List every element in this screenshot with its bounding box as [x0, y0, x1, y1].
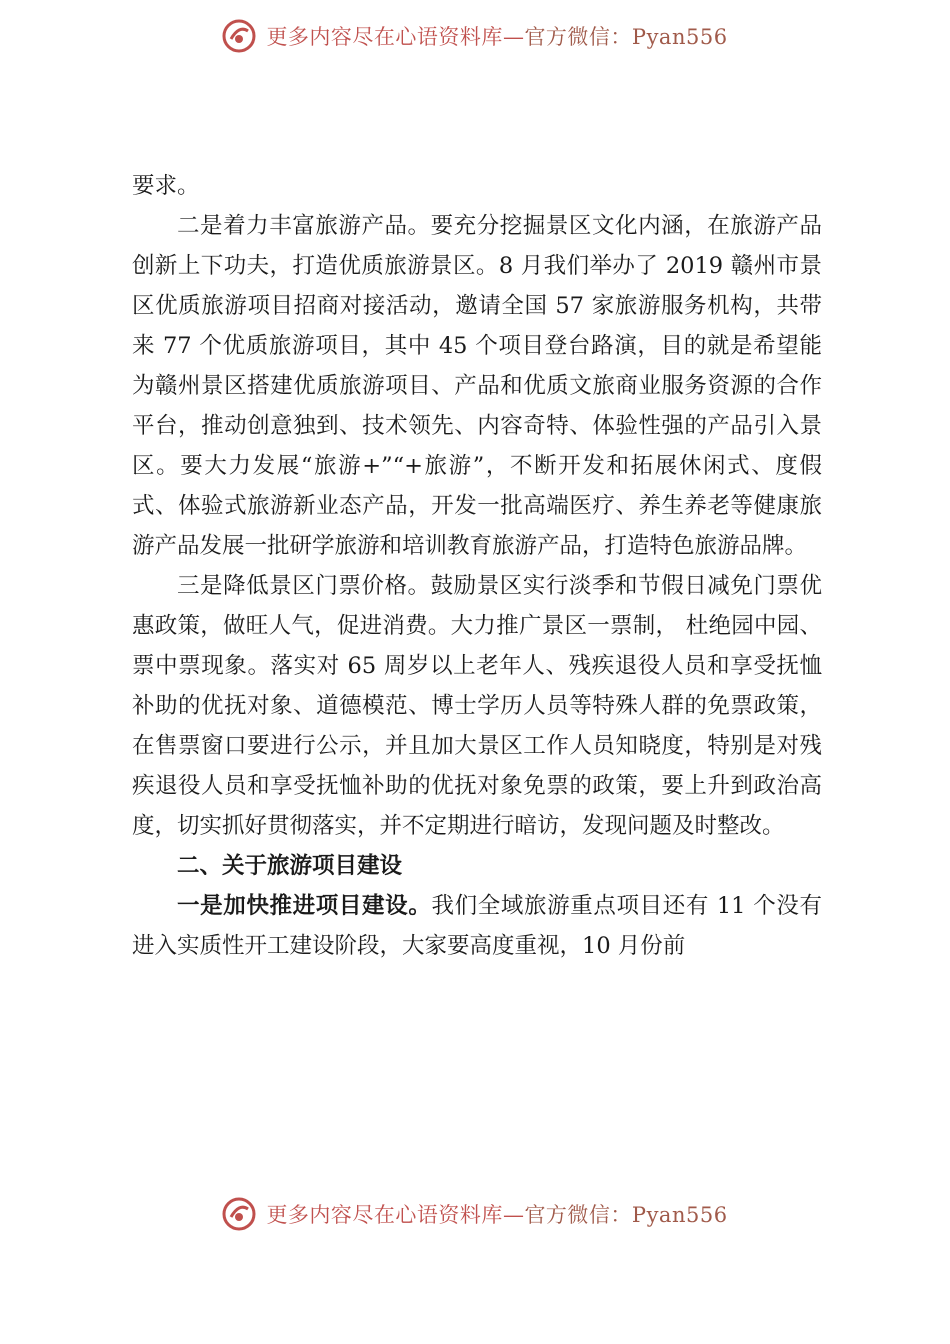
paragraph-rest: 我们全域旅游重点项目还有 11 个没有进入实质性开工建设阶段，大家要高度重视，10 月份前: [132, 893, 822, 959]
watermark-text: 更多内容尽在心语资料库—官方微信：Pyan556: [266, 1203, 728, 1227]
document-body: [132, 166, 822, 966]
paragraph-project-construction: [132, 886, 822, 966]
watermark-text: 更多内容尽在心语资料库—官方微信：Pyan556: [266, 25, 728, 49]
watermark-logo-icon: [222, 19, 256, 53]
paragraph-continuation: 要求。: [132, 173, 200, 199]
watermark-logo-icon: [222, 1197, 256, 1231]
footer-watermark-banner: [0, 1190, 950, 1238]
paragraph-ticket-prices: 三是降低景区门票价格。鼓励景区实行淡季和节假日减免门票优惠政策，做旺人气，促进消费。大力推广景区一票制， 杜绝园中园、票中票现象。落实对 65 周岁以上老年人、残疾退役人员和享受抚恤补助的优抚对象、道德模范、博士学历人员等特殊人群的免票政策，在售票窗口要进行公示，并且加大景区工作人员知晓度，特别是对残疾退役人员和享受抚恤补助的优抚对象免票的政策，要上升到政治高度，切实抓好贯彻落实，并不定期进行暗访，发现问题及时整改。: [132, 573, 822, 839]
paragraph-lead: 一是加快推进项目建设。: [177, 893, 432, 919]
section-heading: 二、关于旅游项目建设: [177, 853, 403, 879]
paragraph-tourism-products: 二是着力丰富旅游产品。要充分挖掘景区文化内涵，在旅游产品创新上下功夫，打造优质旅游景区。8 月我们举办了 2019 赣州市景区优质旅游项目招商对接活动，邀请全国 57 家旅游服务机构，共带来 77 个优质旅游项目，其中 45 个项目登台路演，目的就是希望能为赣州景区搭建优质旅游项目、产品和优质文旅商业服务资源的合作平台，推动创意独到、技术领先、内容奇特、体验性强的产品引入景区。要大力发展“旅游+”“+旅游”，不断开发和拓展休闲式、度假式、体验式旅游新业态产品，开发一批高端医疗、养生养老等健康旅游产品发展一批研学旅游和培训教育旅游产品，打造特色旅游品牌。: [132, 213, 822, 559]
header-watermark-banner: [0, 12, 950, 60]
